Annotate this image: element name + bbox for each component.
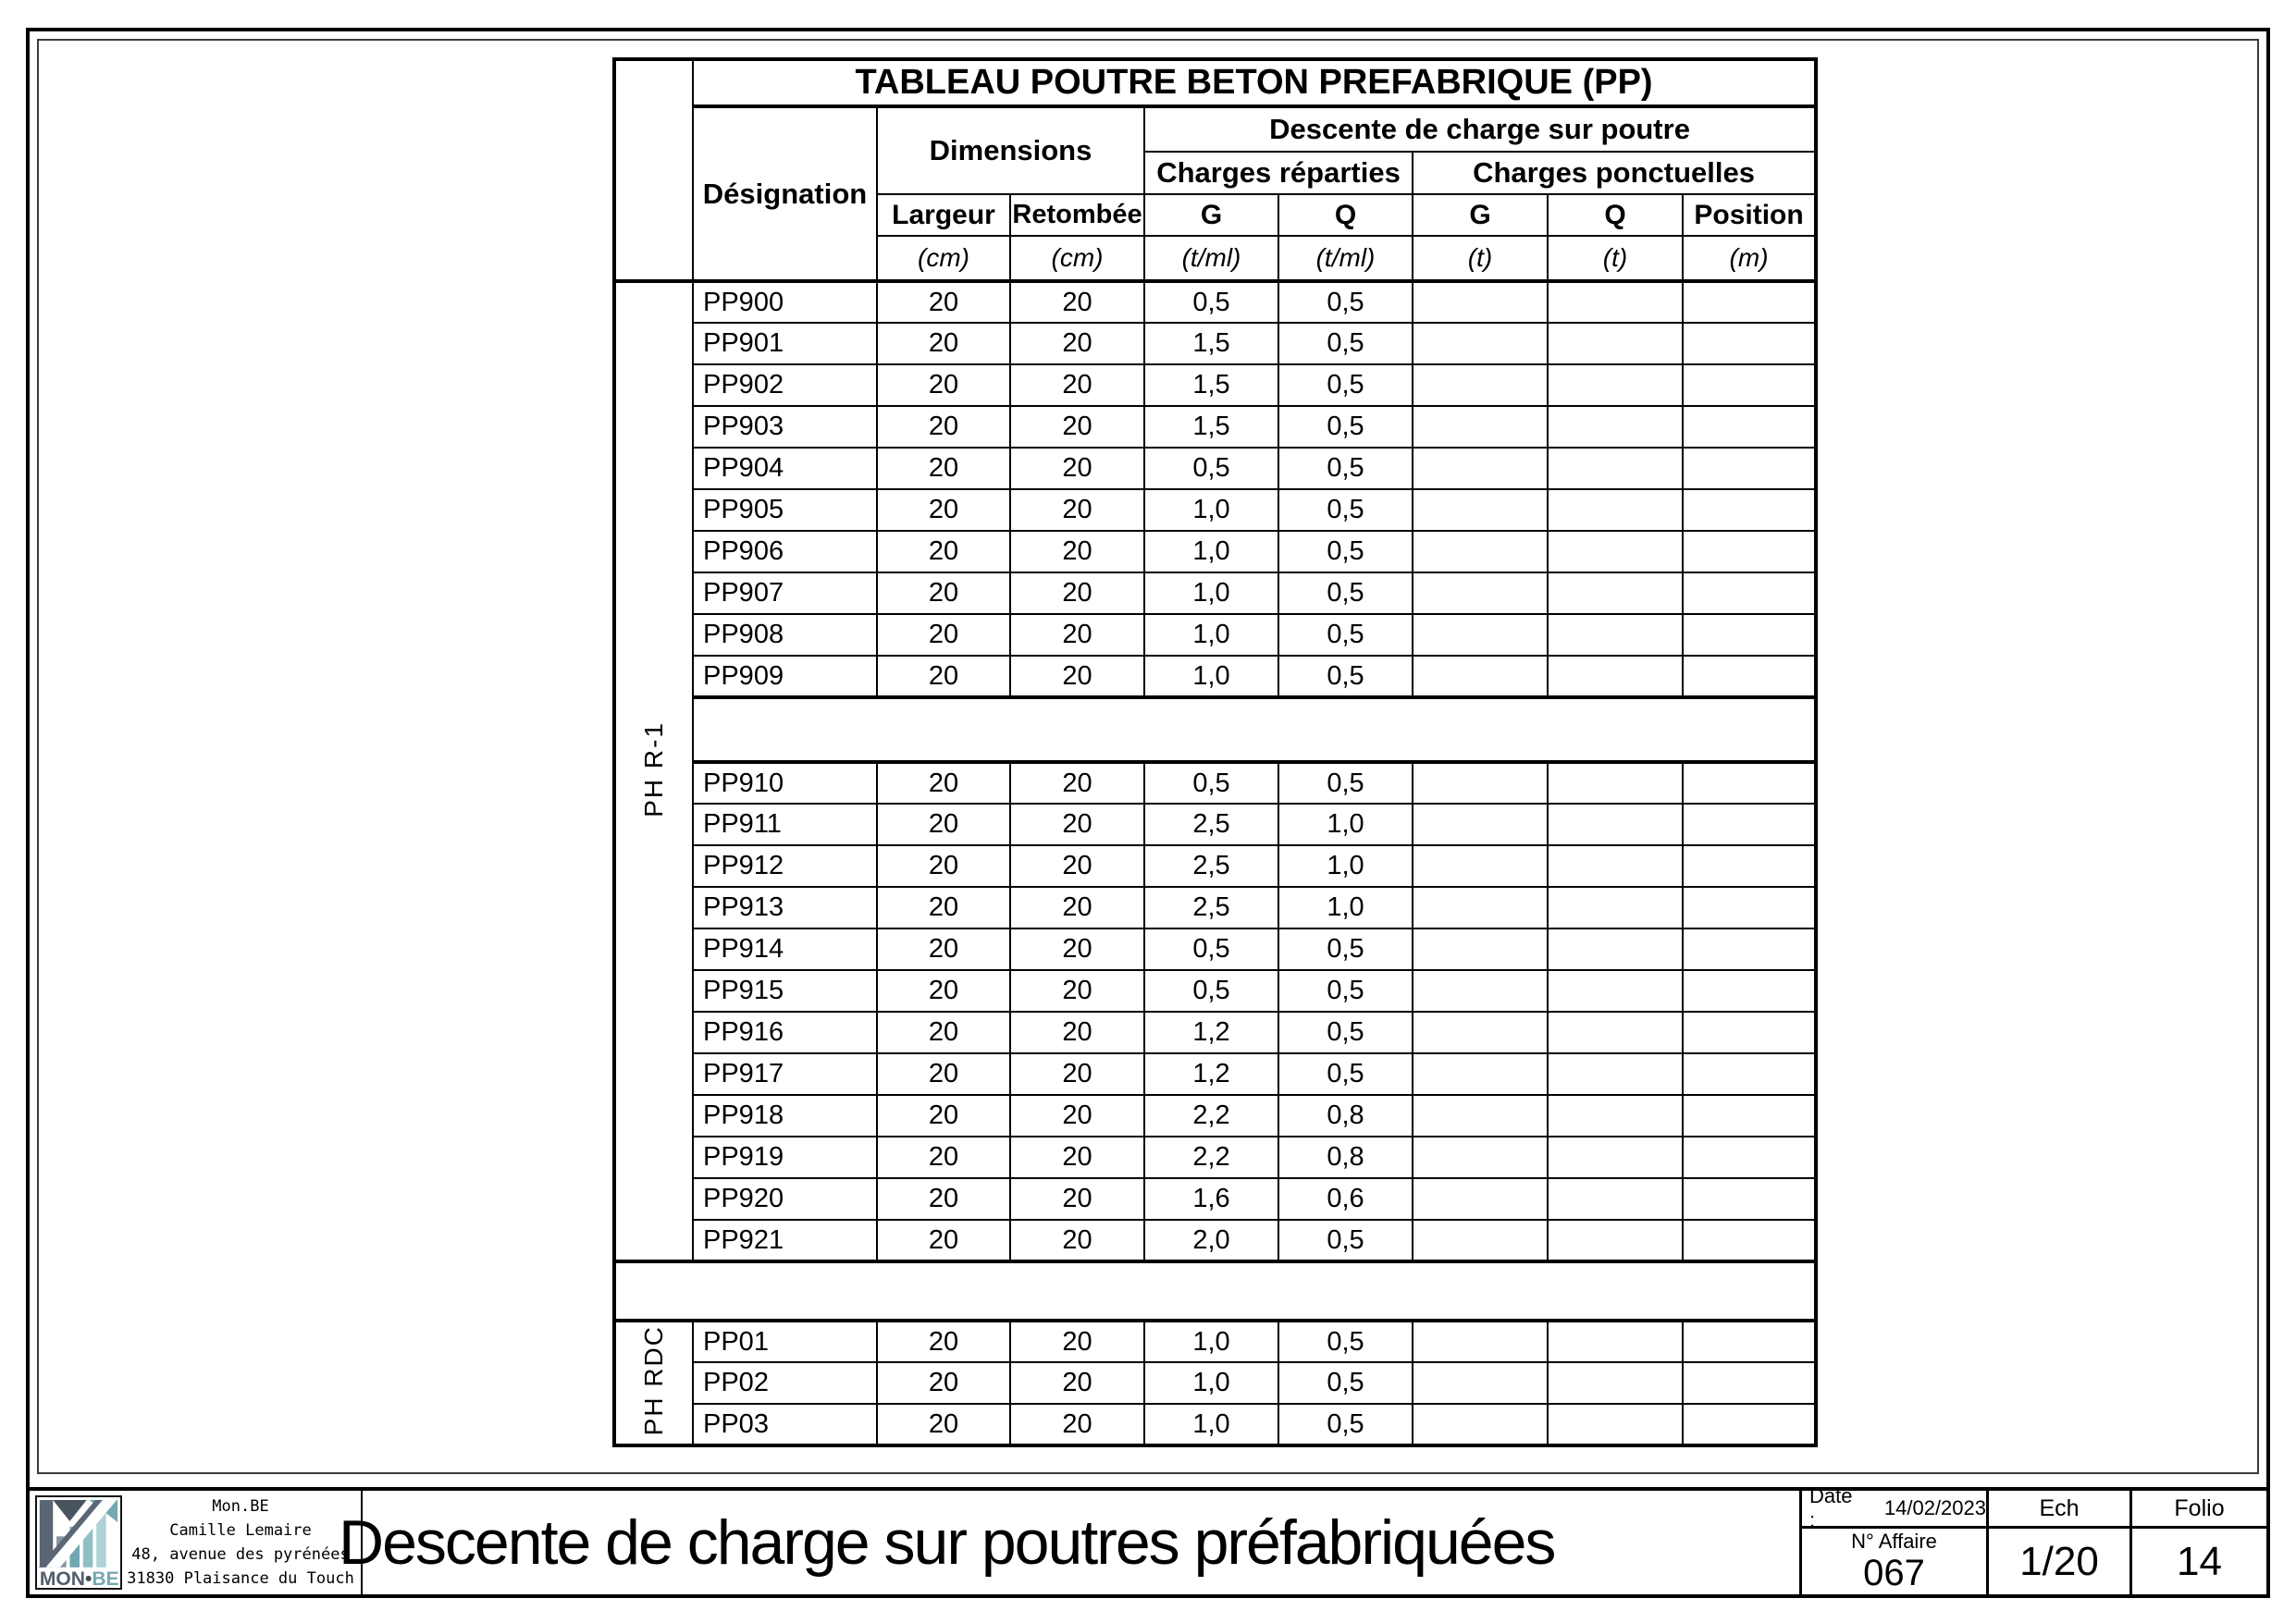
beam-value: 2,5: [1144, 804, 1278, 845]
table-row: [614, 656, 1816, 697]
beam-designation: PP01: [693, 1321, 877, 1362]
beam-value: 20: [1010, 489, 1144, 531]
beam-value: [1683, 656, 1816, 697]
beam-value: [1683, 1053, 1816, 1095]
beam-value: 0,5: [1278, 448, 1413, 489]
beam-value: 20: [1010, 406, 1144, 448]
date-label: Date :: [1809, 1484, 1853, 1531]
beam-value: 20: [877, 1137, 1010, 1178]
table-body: [614, 281, 1816, 1445]
beam-value: [1413, 323, 1548, 364]
table-row: [614, 887, 1816, 928]
beam-value: 0,5: [1144, 281, 1278, 323]
beam-value: 0,5: [1144, 970, 1278, 1012]
beam-designation: PP908: [693, 614, 877, 656]
beam-designation: PP914: [693, 928, 877, 970]
beam-value: 0,5: [1278, 970, 1413, 1012]
beam-value: 20: [877, 970, 1010, 1012]
beam-value: [1413, 656, 1548, 697]
beam-value: 20: [1010, 364, 1144, 406]
beam-value: [1548, 1178, 1683, 1220]
beam-designation: PP907: [693, 572, 877, 614]
beam-value: 0,5: [1278, 323, 1413, 364]
beam-value: 0,6: [1278, 1178, 1413, 1220]
beam-value: 20: [1010, 928, 1144, 970]
beam-value: 0,5: [1144, 448, 1278, 489]
beam-value: [1683, 1404, 1816, 1445]
beam-value: [1413, 572, 1548, 614]
floor-group-label-text: PH R-1: [639, 720, 668, 818]
beam-value: 20: [877, 1178, 1010, 1220]
beam-value: [1413, 1012, 1548, 1053]
beam-value: 0,5: [1278, 531, 1413, 572]
beam-value: [1548, 531, 1683, 572]
beam-value: [1683, 1321, 1816, 1362]
unit-largeur: (cm): [877, 236, 1010, 281]
beam-value: [1413, 887, 1548, 928]
beam-value: [1548, 845, 1683, 887]
beam-designation: PP901: [693, 323, 877, 364]
beam-value: [1548, 1321, 1683, 1362]
header-charges-ponctuelles: Charges ponctuelles: [1413, 152, 1816, 194]
beam-value: 20: [877, 762, 1010, 804]
beam-value: 1,0: [1278, 887, 1413, 928]
unit-q-repartie: (t/ml): [1278, 236, 1413, 281]
beam-value: 20: [877, 406, 1010, 448]
beam-value: [1413, 531, 1548, 572]
beam-value: 20: [877, 1362, 1010, 1404]
unit-g-repartie: (t/ml): [1144, 236, 1278, 281]
beam-value: [1548, 614, 1683, 656]
table-row: [614, 928, 1816, 970]
beam-designation: PP910: [693, 762, 877, 804]
table-row: [614, 406, 1816, 448]
table-row: [614, 531, 1816, 572]
title-block: [26, 1484, 2270, 1598]
beam-value: [1413, 928, 1548, 970]
beam-value: [1548, 281, 1683, 323]
beam-value: 20: [877, 281, 1010, 323]
beam-value: 2,2: [1144, 1095, 1278, 1137]
beam-value: 20: [1010, 970, 1144, 1012]
beam-value: [1413, 1095, 1548, 1137]
beam-value: 2,2: [1144, 1137, 1278, 1178]
beam-designation: PP909: [693, 656, 877, 697]
table-row: [614, 364, 1816, 406]
company-name: Mon.BE: [212, 1497, 269, 1516]
beam-table: [612, 57, 1818, 1447]
beam-value: 1,0: [1144, 1404, 1278, 1445]
beam-designation: PP915: [693, 970, 877, 1012]
unit-g-ponctuelle: (t): [1413, 236, 1548, 281]
svg-text:MON•BE: MON•BE: [39, 1568, 119, 1588]
beam-value: 1,5: [1144, 323, 1278, 364]
beam-value: [1413, 448, 1548, 489]
beam-value: [1413, 1362, 1548, 1404]
folio-value: 14: [2129, 1526, 2266, 1594]
beam-designation: PP904: [693, 448, 877, 489]
beam-value: 1,0: [1144, 1362, 1278, 1404]
beam-value: 20: [877, 364, 1010, 406]
beam-value: [1548, 406, 1683, 448]
beam-value: 1,0: [1144, 489, 1278, 531]
beam-value: [1413, 970, 1548, 1012]
beam-value: 0,5: [1144, 928, 1278, 970]
beam-value: 0,5: [1278, 489, 1413, 531]
beam-value: 0,5: [1278, 572, 1413, 614]
beam-value: 0,5: [1278, 614, 1413, 656]
beam-value: 20: [1010, 1178, 1144, 1220]
beam-value: [1548, 448, 1683, 489]
beam-value: 20: [877, 489, 1010, 531]
beam-value: [1548, 1404, 1683, 1445]
header-largeur: Largeur: [877, 194, 1010, 236]
table-row: [614, 572, 1816, 614]
beam-value: 1,5: [1144, 406, 1278, 448]
monbe-logo-icon: [37, 1497, 120, 1588]
beam-designation: PP911: [693, 804, 877, 845]
header-position: Position: [1683, 194, 1816, 236]
beam-value: [1683, 614, 1816, 656]
beam-value: [1548, 1012, 1683, 1053]
beam-designation: PP918: [693, 1095, 877, 1137]
company-street: 48, avenue des pyrénées: [131, 1545, 350, 1564]
company-logo: [35, 1495, 122, 1590]
beam-value: 20: [1010, 845, 1144, 887]
beam-value: [1683, 572, 1816, 614]
beam-value: [1683, 364, 1816, 406]
beam-value: 20: [1010, 614, 1144, 656]
floor-group-label-text: PH RDC: [639, 1325, 668, 1436]
beam-value: 20: [877, 845, 1010, 887]
table-row: [614, 281, 1816, 323]
beam-value: 2,5: [1144, 887, 1278, 928]
beam-value: [1548, 656, 1683, 697]
company-city: 31830 Plaisance du Touch: [127, 1569, 354, 1588]
table-row: [614, 1137, 1816, 1178]
unit-q-ponctuelle: (t): [1548, 236, 1683, 281]
beam-value: [1413, 1404, 1548, 1445]
beam-value: [1683, 1095, 1816, 1137]
header-g-repartie: G: [1144, 194, 1278, 236]
beam-value: 20: [877, 928, 1010, 970]
company-contact: Camille Lemaire: [169, 1521, 312, 1540]
beam-value: [1548, 1053, 1683, 1095]
beam-value: [1683, 448, 1816, 489]
beam-value: 20: [1010, 804, 1144, 845]
unit-retombee: (cm): [1010, 236, 1144, 281]
beam-value: [1683, 804, 1816, 845]
beam-value: [1683, 1362, 1816, 1404]
beam-value: 1,0: [1144, 572, 1278, 614]
beam-value: 20: [877, 1012, 1010, 1053]
beam-value: 20: [877, 1053, 1010, 1095]
group-column-header: [614, 59, 693, 281]
beam-value: 1,2: [1144, 1053, 1278, 1095]
beam-value: 20: [877, 1095, 1010, 1137]
floor-group-label: [614, 281, 693, 1261]
beam-value: 1,0: [1278, 804, 1413, 845]
beam-value: [1413, 1053, 1548, 1095]
spacer-row-cell: [693, 697, 1816, 762]
beam-value: [1683, 928, 1816, 970]
beam-value: [1548, 928, 1683, 970]
beam-value: 20: [1010, 572, 1144, 614]
beam-designation: PP913: [693, 887, 877, 928]
table-row: [614, 1321, 1816, 1362]
table-row: [614, 970, 1816, 1012]
ech-label: Ech: [1986, 1491, 2129, 1526]
table-row: [614, 448, 1816, 489]
beam-value: [1683, 531, 1816, 572]
table-row: [614, 1362, 1816, 1404]
date-cell: [1802, 1484, 1986, 1531]
beam-value: 20: [1010, 1220, 1144, 1261]
beam-value: 1,0: [1144, 614, 1278, 656]
header-dimensions: Dimensions: [877, 106, 1144, 194]
table-row: [614, 762, 1816, 804]
beam-value: [1683, 406, 1816, 448]
beam-value: [1683, 1012, 1816, 1053]
beam-value: [1683, 762, 1816, 804]
beam-value: [1683, 1178, 1816, 1220]
affaire-cell: [1802, 1526, 1986, 1594]
beam-value: 0,5: [1278, 1404, 1413, 1445]
beam-value: 1,0: [1144, 656, 1278, 697]
beam-value: [1683, 1220, 1816, 1261]
table-row: [614, 1012, 1816, 1053]
beam-value: 1,0: [1144, 531, 1278, 572]
beam-designation: PP03: [693, 1404, 877, 1445]
beam-value: [1413, 364, 1548, 406]
table-row: [614, 1404, 1816, 1445]
beam-value: 20: [1010, 1095, 1144, 1137]
header-descente: Descente de charge sur poutre: [1144, 106, 1816, 152]
header-q-repartie: Q: [1278, 194, 1413, 236]
beam-value: [1413, 1178, 1548, 1220]
floor-group-label: [614, 1321, 693, 1445]
table-row: [614, 1053, 1816, 1095]
table-row: [614, 489, 1816, 531]
beam-value: 1,6: [1144, 1178, 1278, 1220]
beam-designation: PP900: [693, 281, 877, 323]
beam-value: 20: [1010, 448, 1144, 489]
beam-value: 20: [877, 656, 1010, 697]
beam-value: 0,5: [1278, 1053, 1413, 1095]
beam-designation: PP903: [693, 406, 877, 448]
table-row: [614, 845, 1816, 887]
beam-value: 1,5: [1144, 364, 1278, 406]
beam-value: 20: [877, 804, 1010, 845]
beam-value: 20: [1010, 762, 1144, 804]
table-row: [614, 1220, 1816, 1261]
beam-value: [1548, 970, 1683, 1012]
beam-value: 0,5: [1278, 928, 1413, 970]
header-designation: Désignation: [693, 106, 877, 281]
beam-value: 20: [1010, 1362, 1144, 1404]
beam-value: [1548, 489, 1683, 531]
beam-value: 20: [1010, 1404, 1144, 1445]
beam-value: 20: [877, 1404, 1010, 1445]
beam-value: 0,5: [1278, 281, 1413, 323]
beam-value: [1413, 614, 1548, 656]
beam-value: 1,0: [1278, 845, 1413, 887]
beam-value: 0,5: [1278, 1012, 1413, 1053]
beam-value: 20: [877, 531, 1010, 572]
date-value: 14/02/2023: [1883, 1496, 1986, 1519]
beam-value: [1413, 281, 1548, 323]
beam-value: [1548, 1137, 1683, 1178]
beam-value: 20: [1010, 323, 1144, 364]
beam-value: 0,5: [1278, 406, 1413, 448]
beam-value: [1548, 804, 1683, 845]
company-panel: [30, 1491, 363, 1594]
title-block-grid: [1802, 1484, 2266, 1594]
beam-value: 20: [877, 1220, 1010, 1261]
ech-value: 1/20: [1986, 1526, 2129, 1594]
beam-value: 1,2: [1144, 1012, 1278, 1053]
beam-value: [1548, 762, 1683, 804]
beam-designation: PP905: [693, 489, 877, 531]
beam-value: 0,5: [1278, 1362, 1413, 1404]
beam-value: [1683, 489, 1816, 531]
table-title: TABLEAU POUTRE BETON PREFABRIQUE (PP): [693, 59, 1816, 106]
beam-value: 20: [877, 323, 1010, 364]
beam-value: 20: [1010, 1053, 1144, 1095]
beam-value: 1,0: [1144, 1321, 1278, 1362]
beam-value: 0,5: [1278, 656, 1413, 697]
beam-designation: PP916: [693, 1012, 877, 1053]
beam-value: 20: [877, 887, 1010, 928]
affaire-label: N° Affaire: [1851, 1530, 1937, 1553]
beam-value: [1683, 970, 1816, 1012]
beam-value: 20: [877, 1321, 1010, 1362]
header-g-ponctuelle: G: [1413, 194, 1548, 236]
beam-value: 0,5: [1278, 364, 1413, 406]
beam-value: 20: [877, 614, 1010, 656]
beam-value: 20: [1010, 887, 1144, 928]
beam-value: [1548, 887, 1683, 928]
table-row: [614, 614, 1816, 656]
beam-value: [1548, 1362, 1683, 1404]
beam-designation: PP920: [693, 1178, 877, 1220]
table-row: [614, 1095, 1816, 1137]
beam-value: 20: [1010, 656, 1144, 697]
beam-designation: PP919: [693, 1137, 877, 1178]
beam-value: [1683, 845, 1816, 887]
table-row: [614, 323, 1816, 364]
company-address: [122, 1494, 361, 1591]
folio-label: Folio: [2129, 1491, 2266, 1526]
beam-value: [1413, 762, 1548, 804]
beam-value: 20: [877, 448, 1010, 489]
unit-position: (m): [1683, 236, 1816, 281]
beam-value: [1413, 1220, 1548, 1261]
beam-designation: PP902: [693, 364, 877, 406]
beam-value: [1683, 887, 1816, 928]
sheet-title: Descente de charge sur poutres préfabriquées: [363, 1491, 1802, 1594]
beam-value: [1413, 489, 1548, 531]
beam-value: [1683, 281, 1816, 323]
beam-value: 2,0: [1144, 1220, 1278, 1261]
beam-value: 0,8: [1278, 1137, 1413, 1178]
beam-value: 0,5: [1278, 762, 1413, 804]
table-row: [614, 1178, 1816, 1220]
header-retombee: Retombée: [1010, 194, 1144, 236]
header-q-ponctuelle: Q: [1548, 194, 1683, 236]
beam-value: 0,8: [1278, 1095, 1413, 1137]
beam-value: [1413, 406, 1548, 448]
beam-value: [1413, 845, 1548, 887]
beam-value: 20: [1010, 1321, 1144, 1362]
beam-value: 20: [1010, 281, 1144, 323]
group-gap-cell: [614, 1261, 1816, 1321]
beam-value: [1548, 1220, 1683, 1261]
beam-value: 20: [1010, 1012, 1144, 1053]
beam-value: [1413, 804, 1548, 845]
beam-value: [1683, 323, 1816, 364]
beam-value: [1683, 1137, 1816, 1178]
beam-designation: PP906: [693, 531, 877, 572]
beam-value: 2,5: [1144, 845, 1278, 887]
beam-designation: PP912: [693, 845, 877, 887]
header-charges-reparties: Charges réparties: [1144, 152, 1413, 194]
beam-value: [1548, 323, 1683, 364]
beam-designation: PP02: [693, 1362, 877, 1404]
beam-designation: PP921: [693, 1220, 877, 1261]
table-row: [614, 804, 1816, 845]
beam-value: [1413, 1137, 1548, 1178]
beam-designation: PP917: [693, 1053, 877, 1095]
beam-value: 20: [1010, 531, 1144, 572]
beam-value: 0,5: [1278, 1220, 1413, 1261]
beam-value: [1548, 364, 1683, 406]
beam-value: 20: [877, 572, 1010, 614]
affaire-value: 067: [1863, 1553, 1925, 1593]
beam-value: [1548, 1095, 1683, 1137]
beam-value: 0,5: [1278, 1321, 1413, 1362]
beam-value: 20: [1010, 1137, 1144, 1178]
beam-value: [1413, 1321, 1548, 1362]
beam-value: 0,5: [1144, 762, 1278, 804]
beam-value: [1548, 572, 1683, 614]
